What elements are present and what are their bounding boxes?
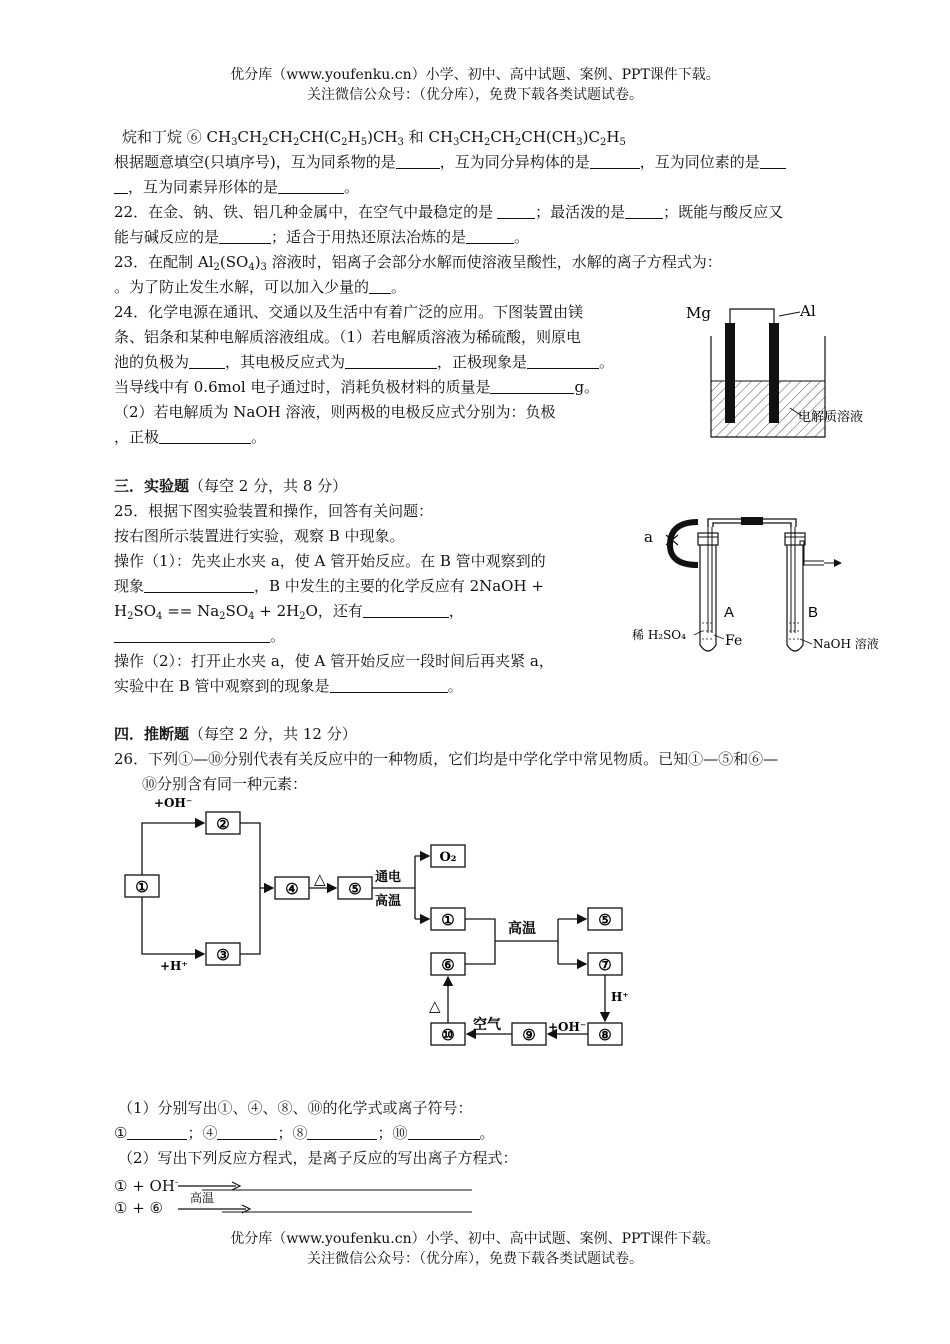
q24-line6: ，正极 。 <box>114 428 267 446</box>
clamp-a-label: a <box>644 528 653 546</box>
q24-line5: （2）若电解质为 NaOH 溶液，则两极的电极反应式分别为：负极 <box>114 403 556 421</box>
al-label: Al <box>800 302 816 320</box>
naoh-label: NaOH 溶液 <box>813 637 879 651</box>
q25-line4: 现象 ，B 中发生的主要的化学反应有 2NaOH + <box>114 577 544 595</box>
q25-line6: 。 <box>114 625 285 647</box>
page-header-line1: 优分库（www.youfenku.cn）小学、初中、高中试题、案例、PPT课件下载。 <box>230 67 720 83</box>
label-heat: △ <box>314 870 326 888</box>
page-header-line2: 关注微信公众号：（优分库），免费下载各类试题试卷。 <box>307 87 643 103</box>
electrolyte-label: 电解质溶液 <box>798 410 864 425</box>
label-high-temp-2: 高温 <box>508 921 536 937</box>
reaction-answer-lines <box>170 1176 480 1216</box>
q22-line2: 能与碱反应的是 ；适合于用热还原法冶炼的是 。 <box>114 228 530 246</box>
reaction-flow-diagram <box>110 790 640 1060</box>
node-9-label: ⑨ <box>522 1026 536 1044</box>
al-leader <box>779 312 800 316</box>
label-electrolysis: 通电 <box>375 870 402 885</box>
tube-b-label: B <box>808 604 819 621</box>
q26-reaction-1: ① + OH- <box>114 1177 178 1195</box>
experiment-apparatus <box>628 505 888 665</box>
q26-part1-blanks: ① ；④ ；⑧ ；⑩ 。 <box>114 1124 495 1142</box>
q25-line5: $H_2SO_4 == Na_2SO_4 + 2H_2O$，还有 ， <box>114 602 464 622</box>
high-temp-condition: 高温 <box>190 1191 215 1205</box>
node-8-label: ⑧ <box>598 1026 612 1044</box>
node-o2-label: O₂ <box>439 850 457 865</box>
al-electrode <box>769 323 779 423</box>
q25-line3: 操作（1）：先夹止水夹 a，使 A 管开始反应。在 B 管中观察到的 <box>114 552 546 570</box>
node-7-label: ⑦ <box>598 956 612 974</box>
fe-label: Fe <box>725 633 743 649</box>
battery-diagram <box>678 296 878 446</box>
mg-label: Mg <box>686 304 711 322</box>
q25-line8: 实验中在 B 管中观察到的现象是 。 <box>114 677 463 695</box>
tube-a-label: A <box>724 604 735 621</box>
tube-joint <box>741 517 763 525</box>
q25-line1: 25．根据下图实验装置和操作，回答有关问题： <box>114 502 434 520</box>
q24-line1: 24．化学电源在通讯、交通以及生活中有着广泛的应用。下图装置由镁 <box>114 303 584 321</box>
label-h-plus: H⁺ <box>611 990 629 1004</box>
q25-line2: 按右图所示装置进行实验，观察 B 中现象。 <box>114 527 405 545</box>
q24-line4: 当导线中有 0.6mol 电子通过时，消耗负极材料的质量是 g。 <box>114 378 600 396</box>
q21-instruction: 根据题意填空(只填序号)，互为同系物的是 ，互为同分异构体的是 ，互为同位素的是 <box>114 151 786 173</box>
label-air: 空气 <box>473 1017 501 1033</box>
label-high-temp: 高温 <box>375 894 402 909</box>
node-6-label: ⑥ <box>441 956 455 974</box>
q26-part2: （2）写出下列反应方程式，是离子反应的写出离子方程式： <box>118 1149 518 1167</box>
node-1b-label: ① <box>441 911 455 929</box>
q26-reaction-2: ① + ⑥ <box>114 1199 163 1217</box>
label-plus-oh-2: +OH⁻ <box>548 1020 587 1034</box>
q24-line2: 条、铝条和某种电解质溶液组成。（1）若电解质溶液为稀硫酸，则原电 <box>114 328 582 346</box>
mg-electrode <box>725 323 735 423</box>
node-5-label: ⑤ <box>348 880 362 898</box>
q26-part1: （1）分别写出①、④、⑧、⑩的化学式或离子符号： <box>118 1099 473 1117</box>
q22-line1: 22．在金、钠、铁、铝几种金属中，在空气中最稳定的是 ；最活泼的是 ；既能与酸反应又 <box>114 203 784 221</box>
page-footer-line1: 优分库（www.youfenku.cn）小学、初中、高中试题、案例、PPT课件下载。 <box>230 1231 720 1247</box>
q21-instruction-2: ，互为同素异形体的是 。 <box>114 176 359 198</box>
node-5b-label: ⑤ <box>598 911 612 929</box>
label-plus-h: +H⁺ <box>160 959 188 973</box>
node-4-label: ④ <box>285 880 299 898</box>
node-10-label: ⑩ <box>441 1026 455 1044</box>
q23-line2: 。为了防止发生水解，可以加入少量的 。 <box>114 278 407 296</box>
label-heat-2: △ <box>429 997 441 1015</box>
q23-line1: 23．在配制 $Al_2(SO_4)_3$ 溶液时，铝离子会部分水解而使溶液呈酸性，水解的离子方程式为： <box>114 253 722 273</box>
q26-line1: 26．下列①—⑩分别代表有关反应中的一种物质，它们均是中学化学中常见物质。已知①—⑤和⑥— <box>114 750 779 768</box>
node-2-label: ② <box>216 815 230 833</box>
q25-line7: 操作（2）：打开止水夹 a，使 A 管开始反应一段时间后再夹紧 a， <box>114 652 554 670</box>
q26-line2: ⑩分别含有同一种元素： <box>142 775 308 793</box>
section4-heading: 四．推断题（每空 2 分，共 12 分） <box>114 725 357 743</box>
node-1-label: ① <box>135 878 149 896</box>
node-3-label: ③ <box>216 946 230 964</box>
acid-label: 稀 H₂SO₄ <box>632 628 686 642</box>
q21-tail: 烷和丁烷 ⑥ $CH_3CH_2CH_2CH(C_2H_5)CH_3$ 和 $CH_3CH_2CH_2CH(CH_3)C_2H_5$ <box>122 128 626 148</box>
page-footer-line2: 关注微信公众号：（优分库），免费下载各类试题试卷。 <box>307 1251 643 1267</box>
rubber-tube-a <box>670 522 698 565</box>
wire <box>730 309 774 323</box>
label-plus-oh: +OH⁻ <box>154 796 193 810</box>
q24-line3: 池的负极为 ，其电极反应式为 ，正极现象是 。 <box>114 353 615 371</box>
section3-heading: 三．实验题（每空 2 分，共 8 分） <box>114 477 348 495</box>
